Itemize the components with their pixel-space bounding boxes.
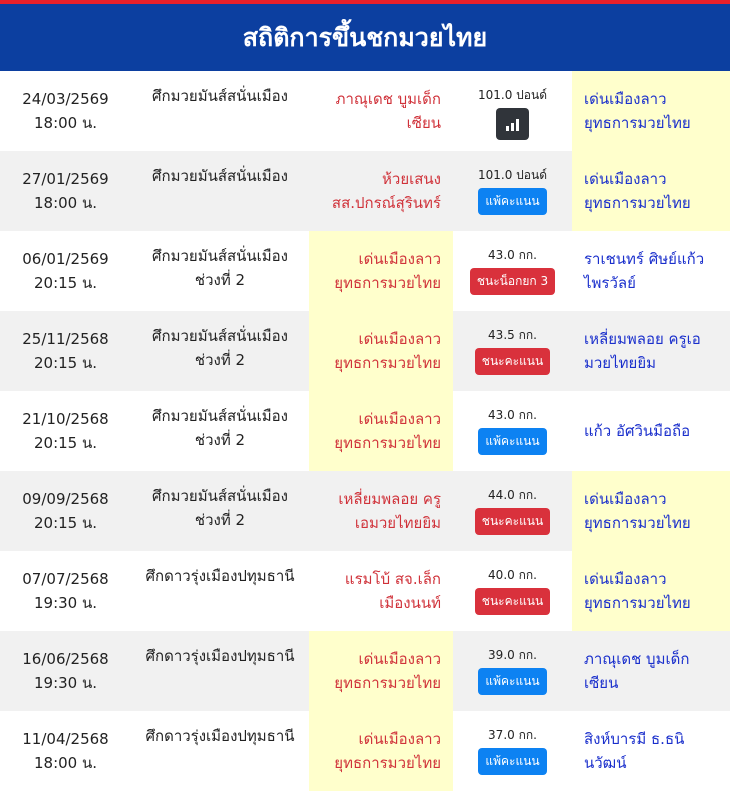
blue-corner-name: เหลี่ยมพลอย ครูเอ xyxy=(584,330,701,348)
date-cell xyxy=(0,391,131,471)
event-name: ศึกมวยมันส์สนั่นเมือง xyxy=(151,167,288,185)
red-corner-cell[interactable] xyxy=(309,311,453,391)
event-name: ศึกดาวรุ่งเมืองปทุมธานี xyxy=(145,567,295,585)
red-corner-name: เด่นเมืองลาว xyxy=(358,650,441,668)
table-row xyxy=(0,151,730,231)
event-name: ศึกมวยมันส์สนั่นเมือง xyxy=(151,327,288,345)
red-corner-name: เหลี่ยมพลอย ครู xyxy=(338,490,441,508)
red-corner-camp: สส.ปกรณ์สุรินทร์ xyxy=(331,194,441,212)
event-name: ศึกดาวรุ่งเมืองปทุมธานี xyxy=(145,727,295,745)
red-corner-camp: ยุทธการมวยไทย xyxy=(334,674,441,692)
event-cell xyxy=(131,551,309,631)
event-session: ช่วงที่ 2 xyxy=(194,511,246,529)
event-cell xyxy=(131,391,309,471)
blue-corner-camp: มวยไทยยิม xyxy=(584,354,656,372)
fight-time: 20:15 น. xyxy=(33,274,98,292)
weight-label: 44.0 กก. xyxy=(488,488,537,502)
result-cell xyxy=(453,71,572,151)
weight-label: 101.0 ปอนด์ xyxy=(478,168,547,182)
event-cell xyxy=(131,71,309,151)
red-corner-name: แรมโบ้ สจ.เล็ก xyxy=(344,570,441,588)
result-cell xyxy=(453,311,572,391)
table-row xyxy=(0,551,730,631)
blue-corner-cell[interactable] xyxy=(572,631,730,711)
blue-corner-name: เด่นเมืองลาว xyxy=(584,170,667,188)
weight-label: 39.0 กก. xyxy=(488,648,537,662)
event-name: ศึกมวยมันส์สนั่นเมือง xyxy=(151,87,288,105)
red-corner-camp: เอมวยไทยยิม xyxy=(354,514,441,532)
blue-corner-cell[interactable] xyxy=(572,551,730,631)
result-cell xyxy=(453,231,572,311)
event-cell xyxy=(131,311,309,391)
weight-label: 43.0 กก. xyxy=(488,248,537,262)
fight-date: 07/07/2568 xyxy=(22,570,109,588)
blue-corner-name: ราเชนทร์ ศิษย์แก้ว xyxy=(584,250,705,268)
fight-time: 18:00 น. xyxy=(33,114,98,132)
fight-date: 25/11/2568 xyxy=(22,330,109,348)
red-corner-cell[interactable] xyxy=(309,151,453,231)
red-corner-camp: ยุทธการมวยไทย xyxy=(334,754,441,772)
blue-corner-camp: นวัฒน์ xyxy=(584,754,627,772)
event-cell xyxy=(131,471,309,551)
result-cell xyxy=(453,151,572,231)
event-name: ศึกดาวรุ่งเมืองปทุมธานี xyxy=(145,647,295,665)
blue-corner-camp: ยุทธการมวยไทย xyxy=(584,194,691,212)
result-badge: แพ้คะแนน xyxy=(478,428,546,455)
blue-corner-cell[interactable] xyxy=(572,311,730,391)
fight-date: 11/04/2568 xyxy=(22,730,109,748)
blue-corner-name: เด่นเมืองลาว xyxy=(584,490,667,508)
red-corner-name: เด่นเมืองลาว xyxy=(358,250,441,268)
weight-label: 101.0 ปอนด์ xyxy=(478,88,547,102)
red-corner-cell[interactable] xyxy=(309,71,453,151)
result-cell xyxy=(453,631,572,711)
blue-corner-cell[interactable] xyxy=(572,471,730,551)
result-cell xyxy=(453,391,572,471)
result-cell xyxy=(453,711,572,791)
red-corner-name: ห้วยเสนง xyxy=(382,170,441,188)
blue-corner-cell[interactable] xyxy=(572,151,730,231)
result-badge: แพ้คะแนน xyxy=(478,668,546,695)
fight-date: 21/10/2568 xyxy=(22,410,109,428)
fight-time: 18:00 น. xyxy=(33,194,98,212)
blue-corner-camp: ยุทธการมวยไทย xyxy=(584,514,691,532)
event-session: ช่วงที่ 2 xyxy=(194,351,246,369)
event-cell xyxy=(131,711,309,791)
red-corner-name: เด่นเมืองลาว xyxy=(358,330,441,348)
table-row xyxy=(0,471,730,551)
weight-label: 43.5 กก. xyxy=(488,328,537,342)
result-badge: ชนะคะแนน xyxy=(475,348,550,375)
blue-corner-cell[interactable] xyxy=(572,71,730,151)
fight-date: 16/06/2568 xyxy=(22,650,109,668)
fight-history-table xyxy=(0,71,730,791)
blue-corner-name: เด่นเมืองลาว xyxy=(584,570,667,588)
fight-time: 19:30 น. xyxy=(33,594,98,612)
weight-label: 37.0 กก. xyxy=(488,728,537,742)
blue-corner-cell[interactable] xyxy=(572,391,730,471)
result-badge: ชนะคะแนน xyxy=(475,508,550,535)
date-cell xyxy=(0,71,131,151)
blue-corner-name: สิงห์บารมี ธ.ธนิ xyxy=(584,730,685,748)
date-cell xyxy=(0,631,131,711)
red-corner-camp: เซียน xyxy=(406,114,441,132)
red-corner-name: เด่นเมืองลาว xyxy=(358,730,441,748)
fight-time: 20:15 น. xyxy=(33,354,98,372)
date-cell xyxy=(0,311,131,391)
event-name: ศึกมวยมันส์สนั่นเมือง xyxy=(151,247,288,265)
red-corner-cell[interactable] xyxy=(309,631,453,711)
blue-corner-name: แก้ว อัศวินมือถือ xyxy=(584,422,691,440)
table-row xyxy=(0,631,730,711)
fight-time: 18:00 น. xyxy=(33,754,98,772)
fight-time: 19:30 น. xyxy=(33,674,98,692)
blue-corner-name: เด่นเมืองลาว xyxy=(584,90,667,108)
red-corner-camp: เมืองนนท์ xyxy=(379,594,441,612)
red-corner-cell[interactable] xyxy=(309,711,453,791)
red-corner-cell[interactable] xyxy=(309,231,453,311)
table-row xyxy=(0,711,730,791)
blue-corner-cell[interactable] xyxy=(572,231,730,311)
red-corner-camp: ยุทธการมวยไทย xyxy=(334,354,441,372)
red-corner-cell[interactable] xyxy=(309,471,453,551)
blue-corner-camp: ยุทธการมวยไทย xyxy=(584,114,691,132)
result-cell xyxy=(453,551,572,631)
event-session: ช่วงที่ 2 xyxy=(194,431,246,449)
event-name: ศึกมวยมันส์สนั่นเมือง xyxy=(151,487,288,505)
blue-corner-cell[interactable] xyxy=(572,711,730,791)
date-cell xyxy=(0,231,131,311)
date-cell xyxy=(0,471,131,551)
fight-date: 24/03/2569 xyxy=(22,90,109,108)
blue-corner-camp: ยุทธการมวยไทย xyxy=(584,594,691,612)
date-cell xyxy=(0,151,131,231)
page-title: สถิติการขึ้นชกมวยไทย xyxy=(0,4,730,71)
blue-corner-name: ภาณุเดช บูมเด็ก xyxy=(584,650,690,668)
weight-label: 40.0 กก. xyxy=(488,568,537,582)
stats-chart-icon[interactable] xyxy=(496,108,529,140)
red-corner-cell[interactable] xyxy=(309,551,453,631)
weight-label: 43.0 กก. xyxy=(488,408,537,422)
event-session: ช่วงที่ 2 xyxy=(194,271,246,289)
table-row xyxy=(0,231,730,311)
table-row xyxy=(0,391,730,471)
result-cell xyxy=(453,471,572,551)
date-cell xyxy=(0,711,131,791)
red-corner-camp: ยุทธการมวยไทย xyxy=(334,274,441,292)
table-row xyxy=(0,311,730,391)
result-badge: ชนะน็อกยก 3 xyxy=(470,268,555,295)
event-name: ศึกมวยมันส์สนั่นเมือง xyxy=(151,407,288,425)
red-corner-name: ภาณุเดช บูมเด็ก xyxy=(335,90,441,108)
event-cell xyxy=(131,231,309,311)
fight-date: 27/01/2569 xyxy=(22,170,109,188)
fight-time: 20:15 น. xyxy=(33,514,98,532)
blue-corner-camp: ไพรวัลย์ xyxy=(584,274,636,292)
red-corner-name: เด่นเมืองลาว xyxy=(358,410,441,428)
fight-time: 20:15 น. xyxy=(33,434,98,452)
date-cell xyxy=(0,551,131,631)
event-cell xyxy=(131,631,309,711)
red-corner-cell[interactable] xyxy=(309,391,453,471)
table-row xyxy=(0,71,730,151)
red-corner-camp: ยุทธการมวยไทย xyxy=(334,434,441,452)
event-cell xyxy=(131,151,309,231)
fight-date: 06/01/2569 xyxy=(22,250,109,268)
result-badge: แพ้คะแนน xyxy=(478,188,546,215)
result-badge: แพ้คะแนน xyxy=(478,748,546,775)
result-badge: ชนะคะแนน xyxy=(475,588,550,615)
blue-corner-camp: เซียน xyxy=(584,674,619,692)
fight-date: 09/09/2568 xyxy=(22,490,109,508)
